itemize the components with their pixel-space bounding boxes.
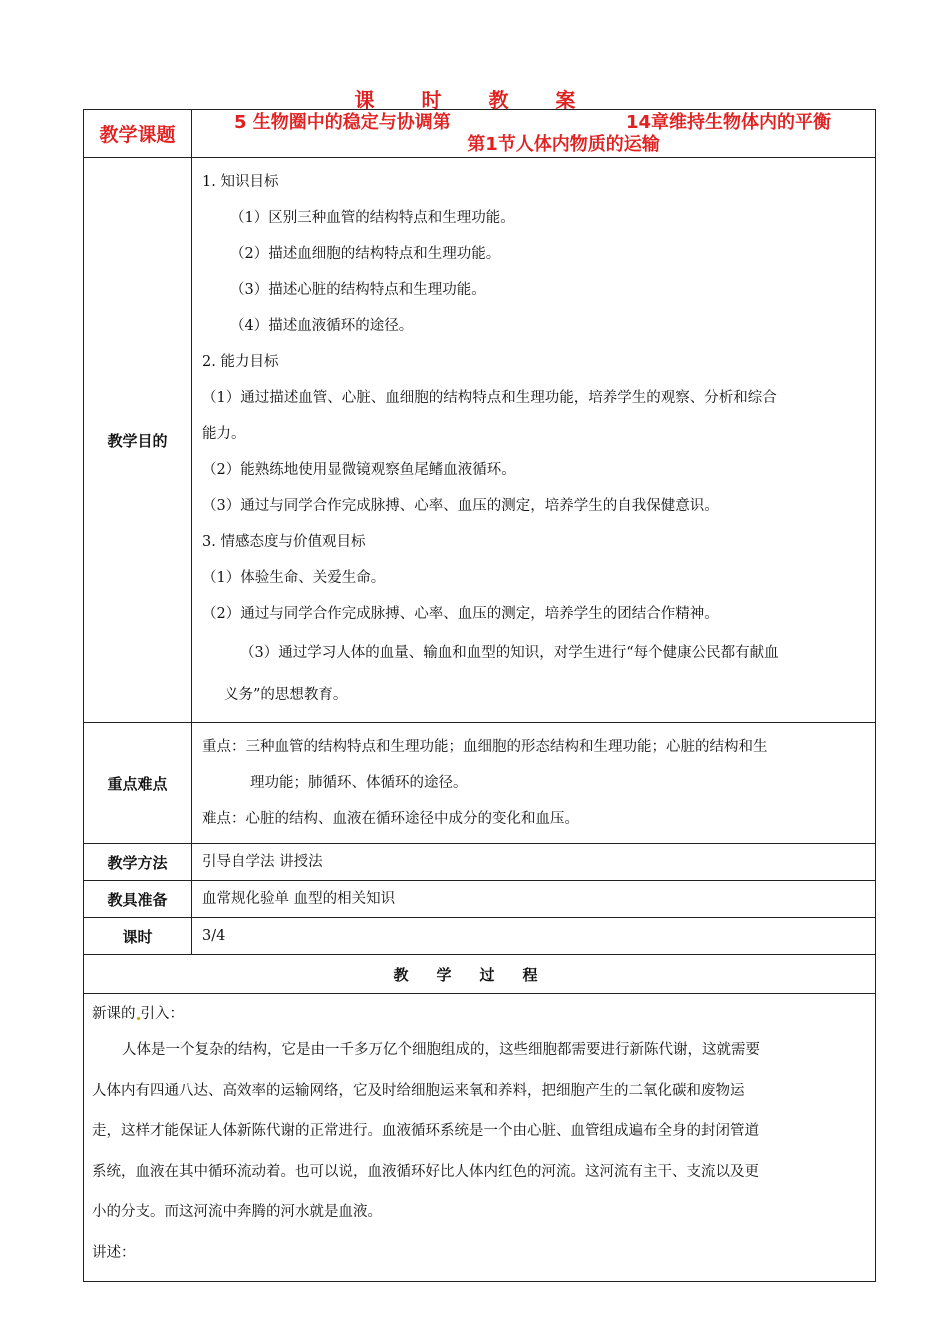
- materials-value: 血常规化验单 血型的相关知识: [192, 881, 876, 918]
- objective-line: 能力。: [202, 426, 246, 442]
- objective-line: （3）通过学习人体的血量、输血和血型的知识，对学生进行“每个健康公民都有献血: [240, 645, 779, 661]
- difficulty-line: 难点：心脏的结构、血液在循环途径中成分的变化和血压。: [202, 811, 579, 827]
- objective-line: 3. 情感态度与价值观目标: [202, 534, 366, 550]
- subject-title-right: 14章维持生物体内的平衡: [625, 112, 831, 133]
- intro-label: 新课的 引入：: [92, 1006, 184, 1022]
- subject-title-left: 5 生物圈中的稳定与协调第: [234, 112, 451, 133]
- subject-title: [192, 110, 876, 158]
- objective-line: 义务”的思想教育。: [224, 687, 348, 703]
- objectives-content: [192, 158, 876, 723]
- materials-label: 教具准备: [84, 881, 192, 918]
- objectives-label: 教学目的: [84, 158, 192, 723]
- method-value: 引导自学法 讲授法: [192, 844, 876, 881]
- objective-line: 1. 知识目标: [202, 174, 279, 190]
- key-points-row: [84, 723, 876, 844]
- objectives-row: [84, 158, 876, 723]
- process-body-row: [84, 994, 876, 1282]
- objective-line: （1）通过描述血管、心脏、血细胞的结构特点和生理功能，培养学生的观察、分析和综合: [202, 390, 777, 406]
- intro-paragraph-line: 小的分支。而这河流中奔腾的河水就是血液。: [92, 1204, 382, 1220]
- objective-line: （2）通过与同学合作完成脉搏、心率、血压的测定，培养学生的团结合作精神。: [202, 606, 719, 622]
- objective-line: （2）能熟练地使用显微镜观察鱼尾鳍血液循环。: [202, 462, 516, 478]
- objective-line: （3）描述心脏的结构特点和生理功能。: [230, 282, 486, 298]
- objective-line: （2）描述血细胞的结构特点和生理功能。: [230, 246, 501, 262]
- subject-row: [84, 110, 876, 158]
- key-point-line: 理功能；肺循环、体循环的途径。: [250, 775, 468, 791]
- lesson-plan-table: [83, 109, 876, 1282]
- hours-value: 3/4: [192, 918, 876, 955]
- process-heading: 教学过程: [84, 955, 876, 994]
- narration-label: 讲述：: [92, 1244, 136, 1261]
- intro-paragraph-line: 人体内有四通八达、高效率的运输网络，它及时给细胞运来氧和养料，把细胞产生的二氧化碳和废物运: [92, 1082, 745, 1099]
- process-heading-row: [84, 955, 876, 994]
- objective-line: （1）区别三种血管的结构特点和生理功能。: [230, 210, 515, 226]
- key-point-line: 重点：三种血管的结构特点和生理功能；血细胞的形态结构和生理功能；心脏的结构和生: [202, 739, 768, 755]
- method-label: 教学方法: [84, 844, 192, 881]
- hours-label: 课时: [84, 918, 192, 955]
- intro-paragraph-line: 走，这样才能保证人体新陈代谢的正常进行。血液循环系统是一个由心脏、血管组成遍布全身的封闭管道: [92, 1123, 759, 1139]
- mark-dot: [137, 1017, 140, 1020]
- method-row: [84, 844, 876, 881]
- materials-row: [84, 881, 876, 918]
- objective-line: （4）描述血液循环的途径。: [230, 318, 414, 334]
- objective-line: 2. 能力目标: [202, 354, 279, 370]
- page-title: 课 时 教 案: [354, 88, 596, 112]
- objective-line: （3）通过与同学合作完成脉搏、心率、血压的测定，培养学生的自我保健意识。: [202, 498, 719, 514]
- hours-row: [84, 918, 876, 955]
- process-content: [84, 994, 876, 1282]
- subject-title-line2: 第1节人体内物质的运输: [467, 134, 660, 155]
- key-points-content: [192, 723, 876, 844]
- objective-line: （1）体验生命、关爱生命。: [202, 570, 386, 586]
- subject-label: 教学课题: [84, 110, 192, 158]
- intro-paragraph-line: 人体是一个复杂的结构，它是由一千多万亿个细胞组成的，这些细胞都需要进行新陈代谢，这就需要: [122, 1042, 760, 1058]
- key-points-label: 重点难点: [84, 723, 192, 844]
- intro-paragraph-line: 系统，血液在其中循环流动着。也可以说，血液循环好比人体内红色的河流。这河流有主干、支流以及更: [92, 1163, 759, 1180]
